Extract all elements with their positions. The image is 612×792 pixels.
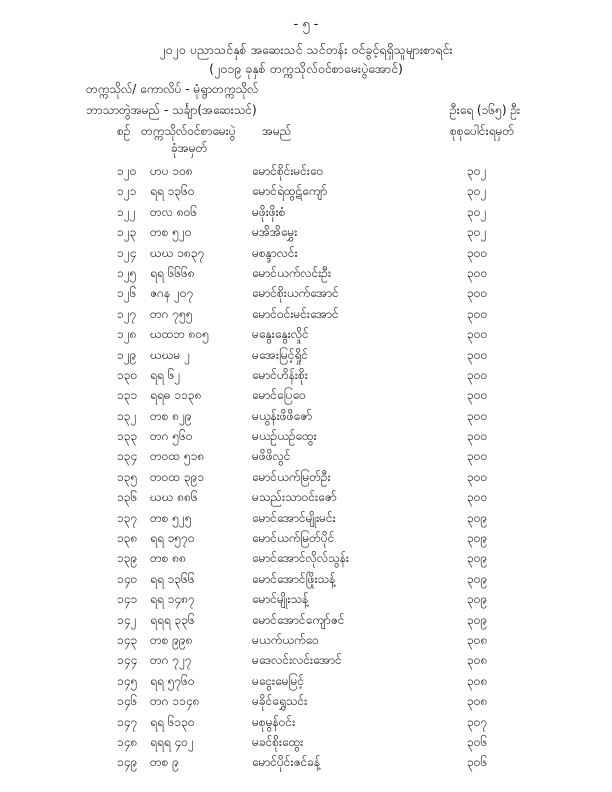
- row-number: ၁၃၇: [117, 510, 138, 525]
- total-score: ၃၀၉: [467, 510, 488, 525]
- student-name: မောင်ဟိန်းစိုး: [252, 367, 308, 382]
- row-number: ၁၃၄: [117, 449, 138, 464]
- roll-number: တဝထ ၃၉၁: [150, 469, 205, 484]
- row-number: ၁၄၀: [117, 571, 138, 586]
- row-number: ၁၂၆: [117, 286, 137, 301]
- row-number: ၁၄၈: [117, 734, 138, 749]
- total-score: ၃၀၀: [467, 408, 488, 423]
- row-number: ၁၃၀: [117, 367, 138, 382]
- student-name: မစန္ဒာလင်း: [252, 245, 298, 260]
- student-name: မအိအိမွှေး: [252, 225, 298, 240]
- row-number: ၁၂၈: [117, 327, 137, 342]
- total-score: ၃၀၉: [467, 531, 488, 546]
- total-score: ၃၀၀: [467, 388, 488, 403]
- student-name: မသည်းသာဝင်းဇော်: [252, 490, 337, 505]
- student-name: မောင်စိုးယက်အောင်: [252, 286, 339, 301]
- roll-number: ဟပ ၁၀၈: [150, 164, 193, 178]
- student-name: မအေးမြင့်ရှိုင်: [252, 347, 309, 362]
- total-score: ၃၀၂: [467, 204, 487, 219]
- table-row: [0, 486, 612, 506]
- student-name: မယဉ်ယဉ်ထွေး: [252, 429, 317, 444]
- table-row: [0, 445, 612, 465]
- roll-number: ရရ ၁၃၆၆: [150, 571, 195, 586]
- roll-number: ရရ ၆၁၃၀: [150, 714, 195, 729]
- page-number: - ၅ -: [293, 17, 319, 32]
- table-row: [0, 201, 612, 221]
- student-name: မောင်မျိုးသန့်: [252, 592, 309, 607]
- row-number: ၁၄၁: [117, 592, 138, 607]
- total-score: ၃၀၀: [467, 245, 488, 260]
- roll-number: တဂ ၇၂၇: [150, 653, 192, 668]
- table-row: [0, 323, 612, 343]
- table-row: [0, 731, 612, 751]
- student-name: မောင်ပြေဝေ: [252, 388, 306, 403]
- table-row: [0, 262, 612, 282]
- roll-number: ဇဂန ၂၀၇: [150, 286, 194, 301]
- category-label: တက္ကသိုလ်/ ကောလိပ် - မုံရွာတက္ကသိုလ်: [86, 82, 259, 96]
- student-name: မောင်အောင်မျိုးမင်း: [252, 510, 336, 525]
- row-number: ၁၃၈: [117, 531, 138, 546]
- total-score: ၃၀၀: [467, 490, 488, 505]
- roll-number: တစ ၈၂၉: [150, 408, 192, 423]
- row-number: ၁၃၃: [117, 429, 138, 444]
- roll-number: ရရ ၆၂: [150, 367, 181, 382]
- total-score: ၃၀၂: [467, 225, 487, 240]
- roll-number: ရရဓ ၁၁၃၈: [150, 388, 202, 403]
- subject-label: ဘာသာတွဲအမည် - သင်္ချာ(အဆေးသင်): [86, 103, 257, 117]
- table-row: [0, 384, 612, 404]
- row-number: ၁၄၅: [117, 673, 138, 688]
- table-row: [0, 282, 612, 302]
- row-number: ၁၃၅: [117, 469, 138, 484]
- roll-number: တဂ ၁၁၄၈: [150, 694, 200, 709]
- roll-number: ဃဃမ ၂: [150, 347, 190, 362]
- student-name: မယွန်းဖိဖိဇော်: [252, 408, 313, 423]
- total-score: ၃၀၈: [467, 694, 488, 709]
- row-number: ၁၂၄: [117, 245, 137, 260]
- row-number: ၁၂၅: [117, 265, 137, 280]
- header-total-score: စုစုပေါင်းရမှတ်: [450, 124, 515, 138]
- table-row: [0, 507, 612, 527]
- student-name: မောင်ပိုင်းဇင်ခန့်: [252, 755, 321, 770]
- roll-number: တစ ၉၉၈: [150, 632, 193, 647]
- table-row: [0, 547, 612, 567]
- student-name: မောင်ယက်လင်းဦး: [252, 265, 332, 280]
- total-score: ၃၀၀: [467, 469, 488, 484]
- header-roll-number-line2: ခုံအမှတ်: [171, 141, 208, 155]
- table-row: [0, 711, 612, 731]
- row-number: ၁၄၆: [117, 694, 138, 709]
- student-name: မောင်ယက်မြတ်ပိုင်: [252, 531, 335, 546]
- row-number: ၁၄၇: [117, 714, 138, 729]
- roll-number: တလ ၈၀၆: [150, 204, 198, 219]
- total-score: ၃၀၈: [467, 653, 488, 668]
- table-row: [0, 180, 612, 200]
- table-row: [0, 425, 612, 445]
- roll-number: ရရ ၁၃၆၀: [150, 184, 195, 199]
- roll-number: တဂ ၅၆၀: [150, 429, 193, 444]
- total-score: ၃၀၀: [467, 265, 488, 280]
- student-name: မောင်အောင်လိုလ်သွန်း: [252, 551, 349, 566]
- total-score: ၃၀၀: [467, 306, 488, 321]
- table-row: [0, 303, 612, 323]
- student-name: မဖိုးဖိုးစံ: [252, 204, 286, 219]
- roll-number: ဃဃ ၈၈၆: [150, 490, 198, 505]
- table-row: [0, 466, 612, 486]
- roll-number: တဂ ၇၅၅: [150, 306, 193, 321]
- quota-label: ဦးရေ (၁၆၅) ဦး: [450, 103, 521, 117]
- roll-number: ရရ ၅၇၆၀: [150, 673, 195, 688]
- total-score: ၃၀၀: [467, 347, 488, 362]
- row-number: ၁၄၉: [117, 755, 138, 770]
- row-number: ၁၂၇: [117, 306, 137, 321]
- header-no: စဉ်: [117, 124, 131, 138]
- row-number: ၁၃၁: [117, 388, 138, 403]
- student-name: မယက်ယက်ဝေ: [252, 632, 319, 647]
- header-roll-number: တက္ကသိုလ်ဝင်စာမေးပွဲ: [141, 124, 236, 138]
- total-score: ၃၀၀: [467, 367, 488, 382]
- row-number: ၁၂၀: [117, 164, 137, 178]
- student-name: မခင်စိုးထွေး: [252, 734, 304, 749]
- row-number: ၁၃၂: [117, 408, 137, 423]
- total-score: ၃၀၂: [467, 184, 487, 199]
- student-name: မောင်အောင်ကျော်ဇင်: [252, 612, 345, 627]
- roll-number: တစ ၈၈: [150, 551, 186, 566]
- total-score: ၃၀၂: [467, 164, 487, 178]
- roll-number: ရရရ ၃၃၆: [150, 612, 195, 627]
- table-row: [0, 527, 612, 547]
- total-score: ၃၀၀: [467, 327, 488, 342]
- table-row: [0, 751, 612, 771]
- roll-number: တစ ၅၂၅: [150, 510, 192, 525]
- roll-number: ဃဃ ၁၈၃၇: [150, 245, 205, 260]
- roll-number: ရရရ ၄၀၂: [150, 734, 194, 749]
- table-row: [0, 160, 612, 180]
- results-table: [0, 160, 612, 772]
- roll-number: ရရ ၁၅၇၀: [150, 531, 195, 546]
- student-name: မောင်အောင်ဖြိုးသန့်: [252, 571, 336, 586]
- total-score: ၃၀၀: [467, 449, 488, 464]
- roll-number: တစ ၉: [150, 755, 179, 770]
- total-score: ၃၀၈: [467, 632, 488, 647]
- row-number: ၁၄၄: [117, 653, 138, 668]
- student-name: မဒေလင်းလင်းအောင်: [252, 653, 342, 668]
- total-score: ၃၀၈: [467, 673, 488, 688]
- student-name: မစုမွန်ဝင်း: [252, 714, 296, 729]
- student-name: မောင်ဝင်းမင်းအောင်: [252, 306, 339, 321]
- row-number: ၁၄၃: [117, 632, 138, 647]
- total-score: ၃၀၆: [467, 734, 488, 749]
- table-row: [0, 568, 612, 588]
- table-row: [0, 629, 612, 649]
- roll-number: ဃထဘ ၈၀၅: [150, 327, 210, 342]
- total-score: ၃၀၉: [467, 612, 488, 627]
- table-row: [0, 405, 612, 425]
- table-row: [0, 221, 612, 241]
- table-row: [0, 649, 612, 669]
- table-row: [0, 242, 612, 262]
- total-score: ၃၀၀: [467, 286, 488, 301]
- student-name: မောင်စိုင်းမင်းဝေ: [252, 164, 324, 178]
- student-name: မဖိဖိလွင်: [252, 449, 291, 464]
- total-score: ၃၀၉: [467, 571, 488, 586]
- roll-number: ရရ ၆၆၆၈: [150, 265, 195, 280]
- row-number: ၁၂၁: [117, 184, 137, 199]
- roll-number: တဝထ ၅၁၈: [150, 449, 205, 464]
- document-title: ၂၀၂၀ ပညာသင်နှစ် အဆေးသင် သင်တန်း ဝင်ခွင့်ရရှိသူများစာရင်း: [159, 42, 453, 57]
- document-subtitle: (၂၀၁၉ ခုနှစ် တက္ကသိုလ်ဝင်စာမေးပွဲအောင်): [209, 61, 403, 76]
- student-name: မနွေးနွေးလှိုင်: [252, 327, 309, 342]
- student-name: မောင်ယက်မြတ်ဦး: [252, 469, 331, 484]
- roll-number: ရရ ၁၄၈၇: [150, 592, 195, 607]
- total-score: ၃၀၉: [467, 551, 488, 566]
- table-row: [0, 609, 612, 629]
- row-number: ၁၃၉: [117, 551, 138, 566]
- row-number: ၁၂၃: [117, 225, 137, 240]
- table-row: [0, 690, 612, 710]
- table-row: [0, 344, 612, 364]
- row-number: ၁၃၆: [117, 490, 138, 505]
- table-row: [0, 670, 612, 690]
- student-name: မခိုင်ရွှေသင်း: [252, 694, 308, 709]
- table-row: [0, 364, 612, 384]
- total-score: ၃၀၀: [467, 429, 488, 444]
- student-name: မောင်ရဲထွဋ်ကျော်: [252, 184, 328, 199]
- total-score: ၃၀၉: [467, 592, 488, 607]
- table-row: [0, 588, 612, 608]
- row-number: ၁၂၂: [117, 204, 136, 219]
- roll-number: တစ ၅၂၀: [150, 225, 192, 240]
- student-name: မငွေးမေမြင့်: [252, 673, 304, 688]
- total-score: ၃၀၆: [467, 755, 488, 770]
- row-number: ၁၂၉: [117, 347, 137, 362]
- total-score: ၃၀၇: [467, 714, 488, 729]
- header-name: အမည်: [262, 124, 292, 138]
- row-number: ၁၄၂: [117, 612, 137, 627]
